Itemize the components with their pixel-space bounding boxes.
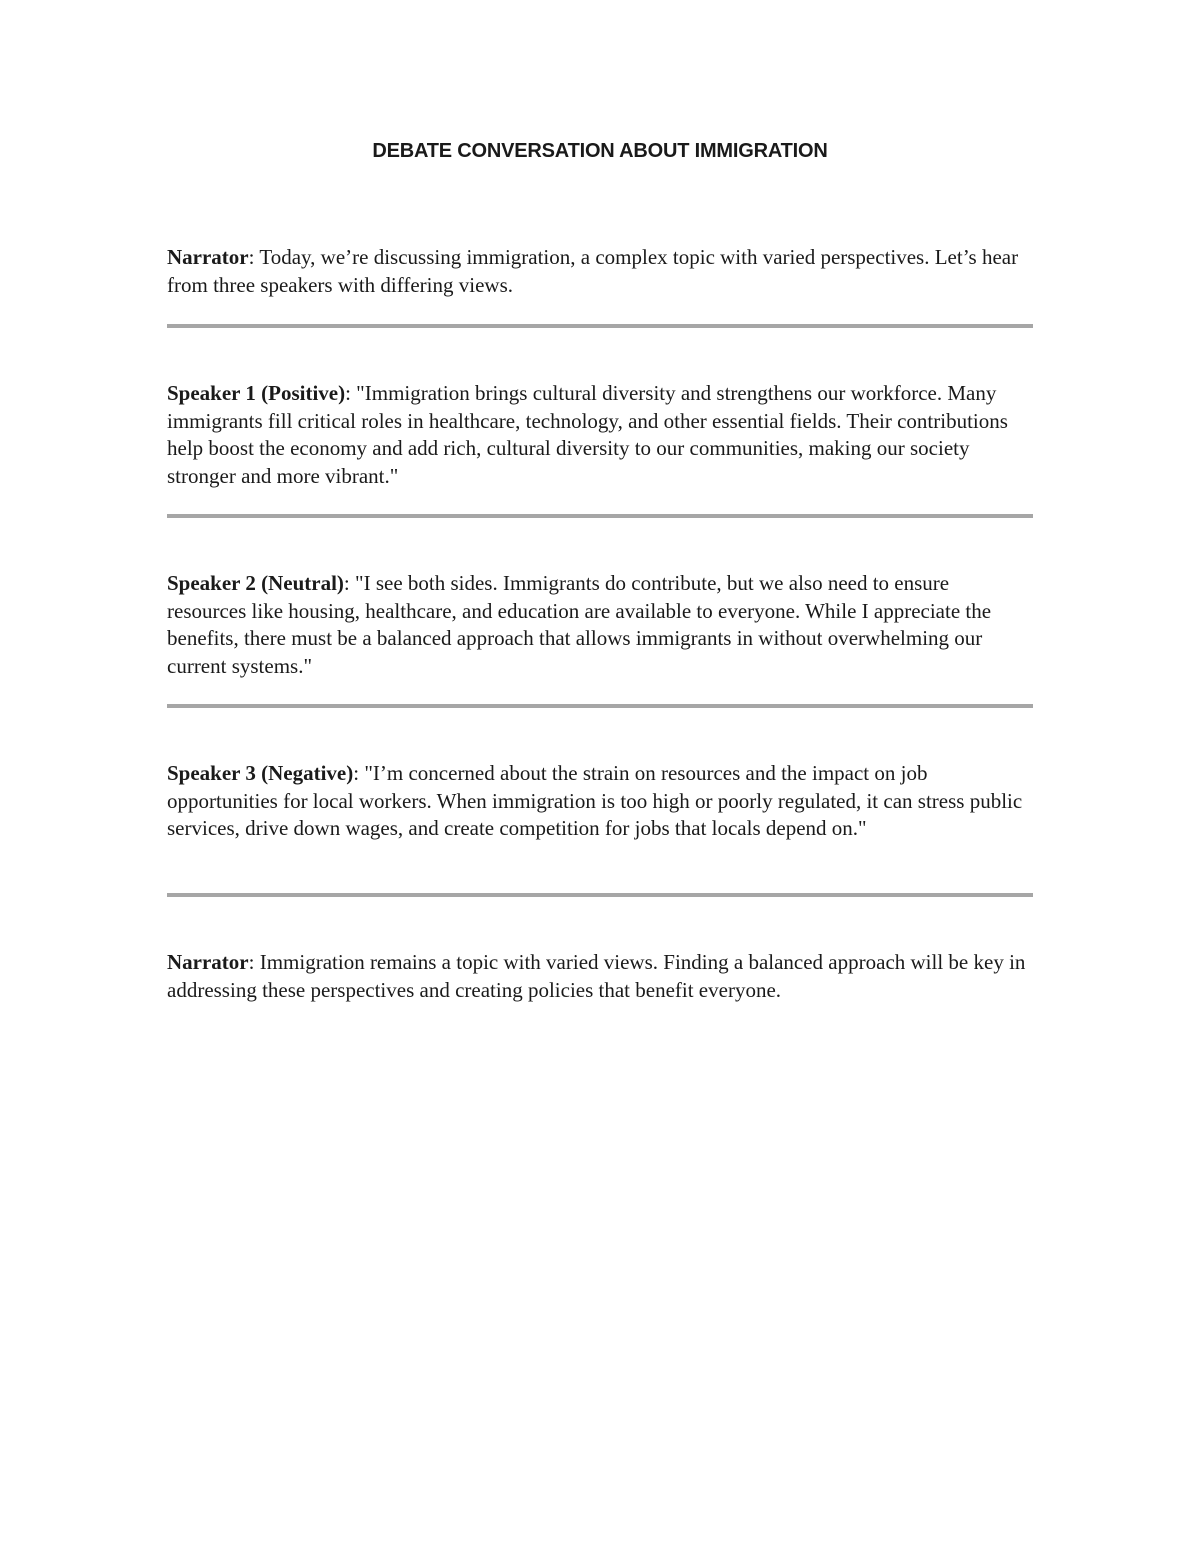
section-divider [167, 893, 1033, 897]
speaker-text: : "I see both sides. Immigrants do contribute, but we also need to ensure resources like housing, healthcare, and education are available to everyone. While I appreciate the benefits, there must be a balanced approach that allows immigrants in without overwhelming our current systems." [167, 571, 992, 678]
section-divider [167, 704, 1033, 708]
speaker-2-paragraph [167, 570, 1033, 680]
speaker-text: : Today, we’re discussing immigration, a complex topic with varied perspectives. Let’s hear from three speakers with differing views. [167, 245, 1019, 297]
section-divider [167, 324, 1033, 328]
speaker-1-paragraph [167, 380, 1033, 490]
speaker-text: : Immigration remains a topic with varied views. Finding a balanced approach will be key in addressing these perspectives and creating policies that benefit everyone. [167, 950, 1026, 1002]
speaker-name: Speaker 3 (Negative) [167, 761, 354, 785]
speaker-text: : "Immigration brings cultural diversity and strengthens our workforce. Many immigrants fill critical roles in healthcare, technology, and other essential fields. Their contributions help boost the economy and add rich, cultural diversity to our communities, making our society stronger and more vibrant." [167, 381, 1008, 488]
speaker-text: : "I’m concerned about the strain on resources and the impact on job opportunities for local workers. When immigration is too high or poorly regulated, it can stress public services, drive down wages, and create competition for jobs that locals depend on." [167, 761, 1023, 840]
speaker-name: Narrator [167, 245, 249, 269]
section-divider [167, 514, 1033, 518]
narrator-closing-paragraph [167, 949, 1033, 1004]
speaker-name: Speaker 2 (Neutral) [167, 571, 344, 595]
speaker-name: Narrator [167, 950, 249, 974]
speaker-3-paragraph [167, 760, 1033, 843]
speaker-name: Speaker 1 (Positive) [167, 381, 346, 405]
narrator-intro-paragraph [167, 244, 1033, 299]
document-title: DEBATE CONVERSATION ABOUT IMMIGRATION [372, 140, 828, 162]
